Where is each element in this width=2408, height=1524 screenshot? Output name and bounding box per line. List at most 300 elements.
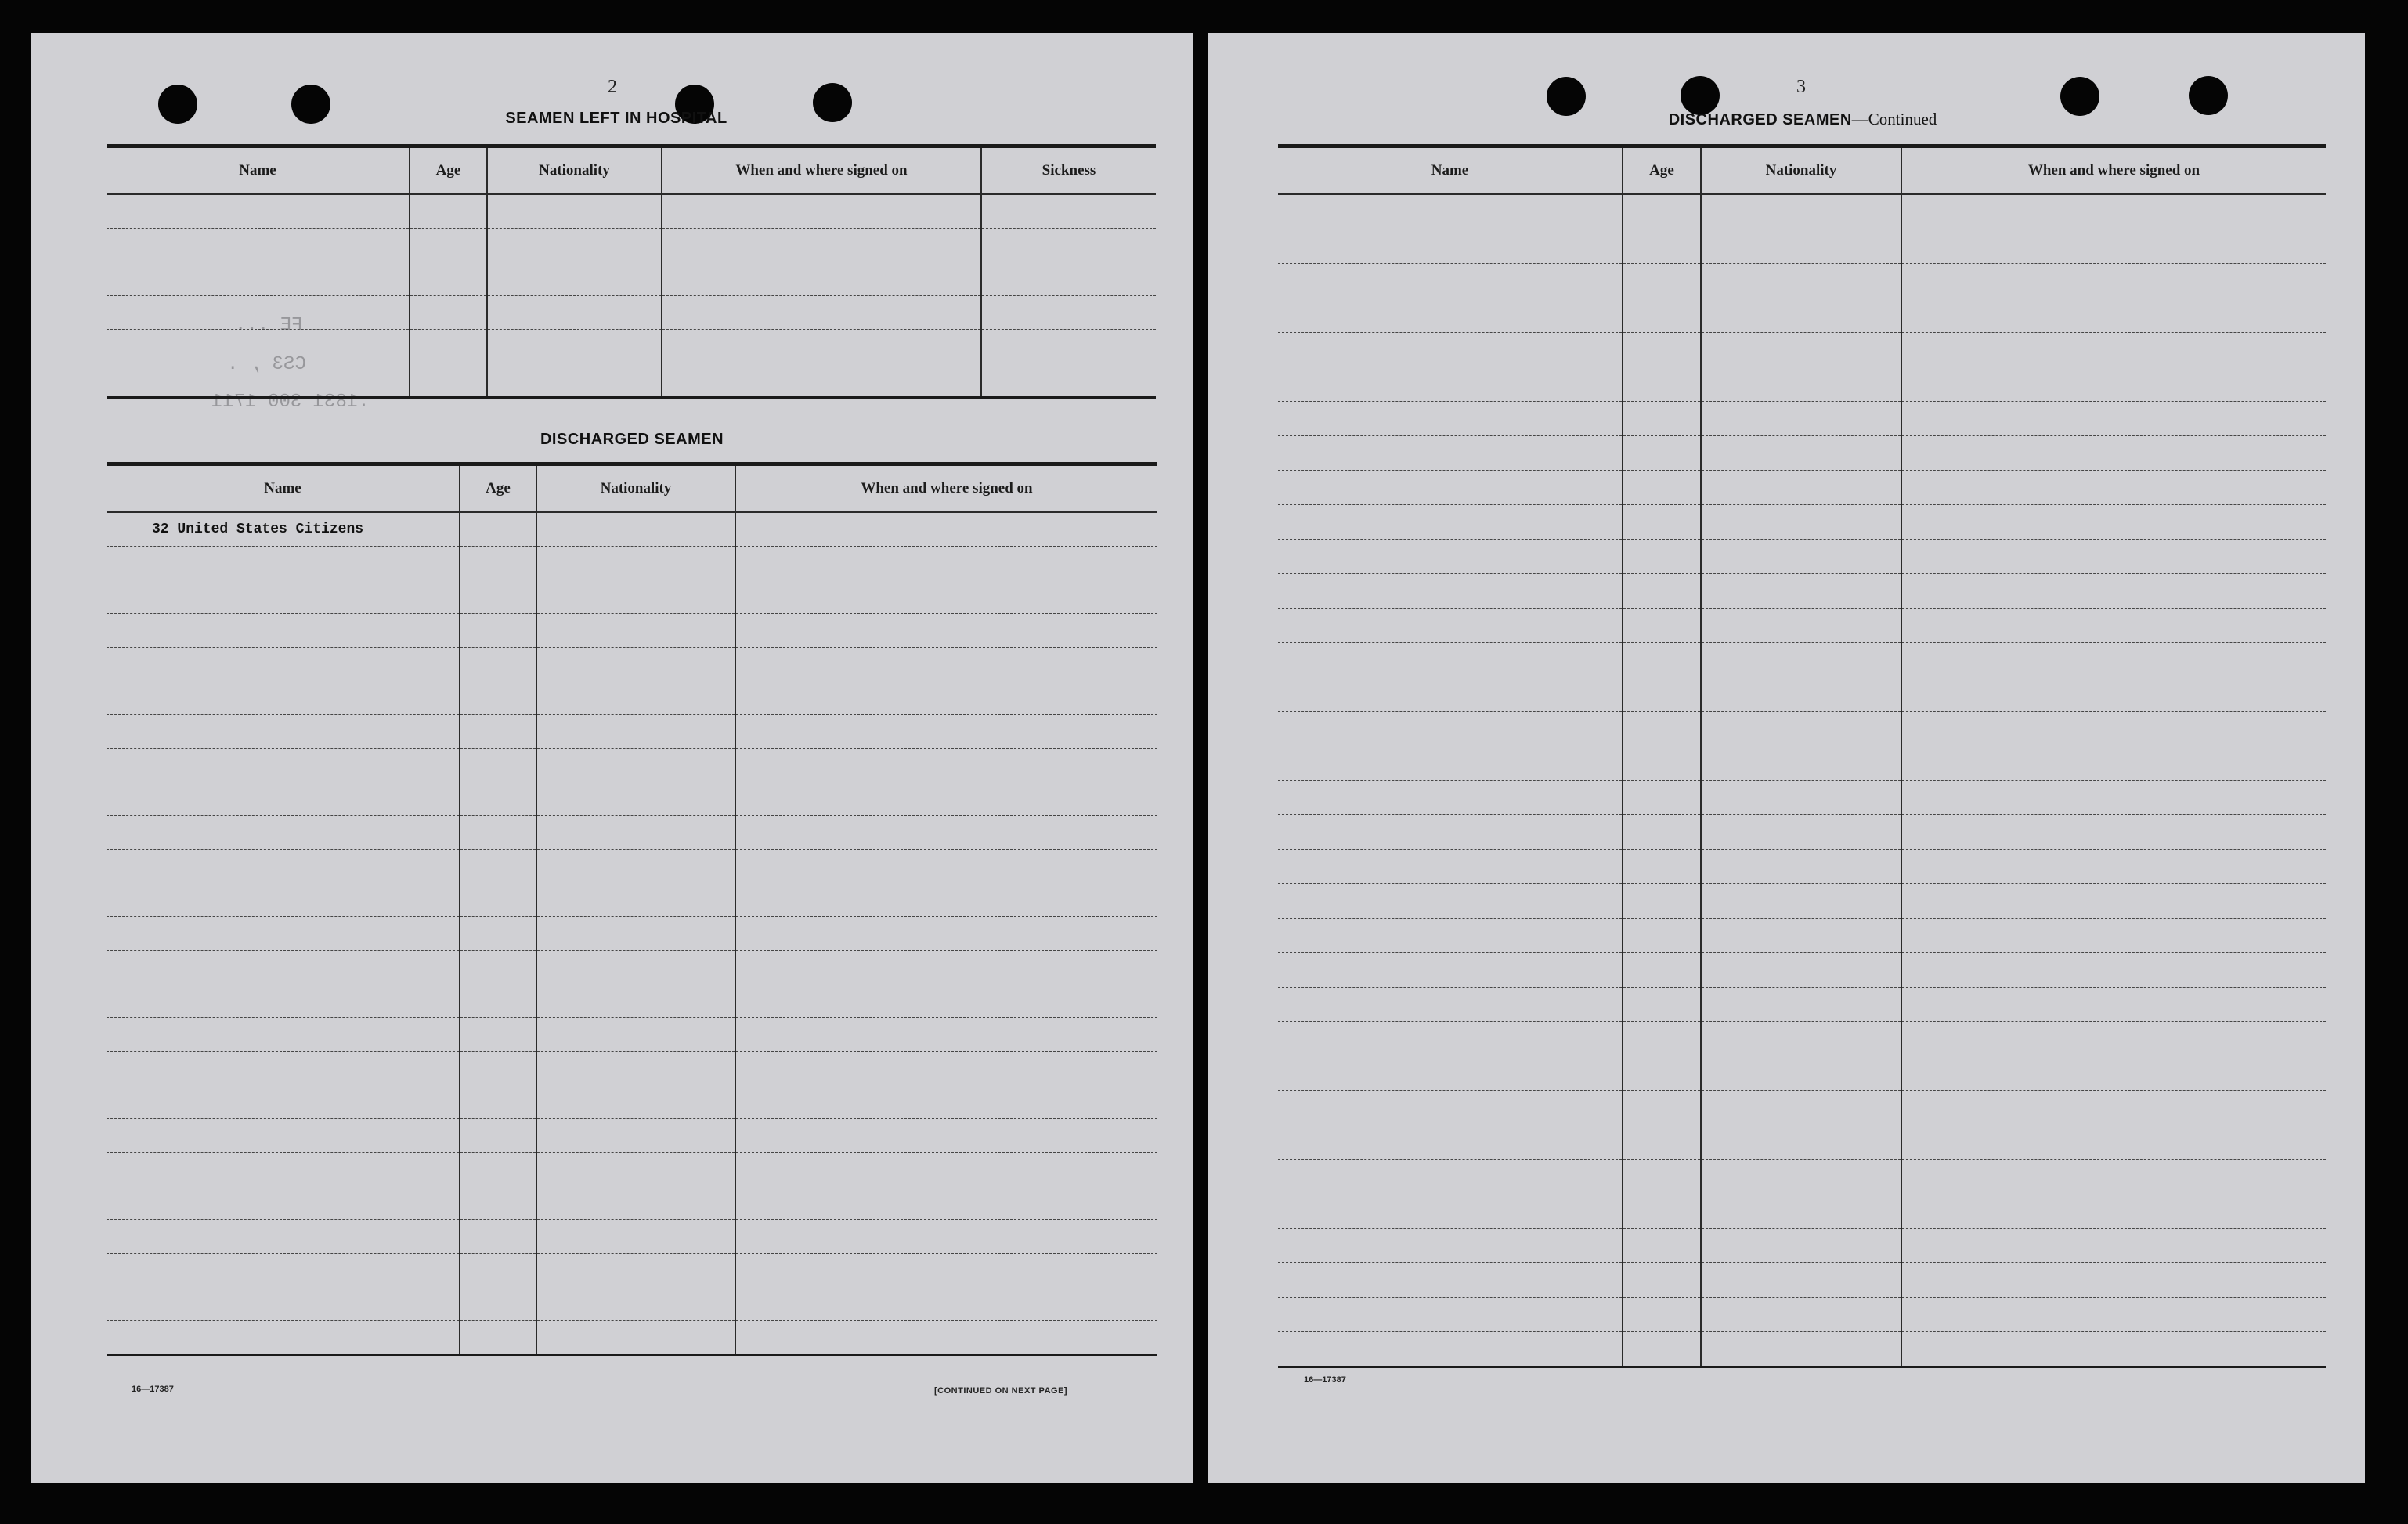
discharged-rows xyxy=(107,512,1157,1356)
table-cell xyxy=(536,951,735,984)
table-cell xyxy=(460,715,536,749)
table-cell xyxy=(1278,264,1623,298)
table-cell xyxy=(107,363,410,398)
table-cell xyxy=(460,547,536,580)
table-cell xyxy=(1623,919,1701,953)
table-cell xyxy=(1901,194,2326,229)
table-cell xyxy=(536,1018,735,1052)
table-cell xyxy=(735,681,1157,715)
table-row xyxy=(107,715,1157,749)
table-row xyxy=(107,1321,1157,1356)
table-cell xyxy=(107,984,460,1018)
table-cell xyxy=(662,229,981,262)
table-cell xyxy=(460,883,536,917)
table-cell xyxy=(1278,712,1623,746)
table-cell xyxy=(460,749,536,782)
table-cell xyxy=(1701,1022,1901,1056)
table-cell xyxy=(735,1085,1157,1119)
table-cell xyxy=(1278,505,1623,540)
table-row xyxy=(1278,988,2326,1022)
table-cell xyxy=(107,715,460,749)
table-cell xyxy=(1901,677,2326,712)
table-cell xyxy=(107,1018,460,1052)
continued-suffix: —Continued xyxy=(1851,110,1937,128)
table-row xyxy=(107,1153,1157,1186)
col-header-nationality: Nationality xyxy=(487,146,662,195)
table-cell xyxy=(1623,884,1701,919)
table-row xyxy=(1278,194,2326,229)
table-cell xyxy=(1278,643,1623,677)
table-cell xyxy=(1623,1160,1701,1194)
table-row xyxy=(107,681,1157,715)
table-cell xyxy=(662,194,981,229)
punch-hole xyxy=(158,85,197,124)
table-row xyxy=(1278,436,2326,471)
table-cell xyxy=(1623,471,1701,505)
table-cell xyxy=(107,614,460,648)
table-cell xyxy=(410,296,487,330)
table-cell xyxy=(536,1287,735,1321)
table-row xyxy=(107,229,1156,262)
table-row xyxy=(107,648,1157,681)
table-row xyxy=(1278,264,2326,298)
col-header-name: Name xyxy=(107,146,410,195)
table-row xyxy=(1278,746,2326,781)
table-cell xyxy=(536,1321,735,1356)
table-cell xyxy=(735,1220,1157,1254)
table-cell xyxy=(1278,677,1623,712)
table-cell xyxy=(1623,1091,1701,1125)
table-cell xyxy=(107,262,410,296)
table-cell xyxy=(1278,815,1623,850)
table-row xyxy=(107,883,1157,917)
table-cell xyxy=(487,194,662,229)
table-cell xyxy=(460,1254,536,1287)
table-cell xyxy=(536,1254,735,1287)
table-cell xyxy=(410,229,487,262)
table-row xyxy=(107,917,1157,951)
page-number: 2 xyxy=(608,77,617,97)
table-cell xyxy=(536,749,735,782)
table-cell xyxy=(1701,298,1901,333)
table-row xyxy=(1278,1194,2326,1229)
table-cell xyxy=(1901,988,2326,1022)
table-row xyxy=(107,330,1156,363)
table-cell xyxy=(487,363,662,398)
page-number: 3 xyxy=(1796,77,1806,97)
table-cell xyxy=(1901,402,2326,436)
table-row xyxy=(1278,1160,2326,1194)
table-cell xyxy=(107,1153,460,1186)
table-cell xyxy=(460,816,536,850)
table-cell xyxy=(735,512,1157,547)
table-cell xyxy=(1278,367,1623,402)
table-cell xyxy=(1278,540,1623,574)
table-cell xyxy=(735,1287,1157,1321)
table-cell xyxy=(662,330,981,363)
table-cell xyxy=(735,614,1157,648)
table-row xyxy=(107,194,1156,229)
table-cell xyxy=(536,984,735,1018)
table-cell xyxy=(1623,815,1701,850)
table-cell xyxy=(1701,1056,1901,1091)
table-cell xyxy=(1701,1160,1901,1194)
table-cell xyxy=(1278,298,1623,333)
table-cell xyxy=(1623,1229,1701,1263)
punch-hole xyxy=(813,83,852,122)
section-title-text: DISCHARGED SEAMEN xyxy=(1668,111,1852,128)
table-cell xyxy=(460,512,536,547)
col-header-signed-on: When and where signed on xyxy=(735,464,1157,513)
table-cell xyxy=(1901,815,2326,850)
table-cell xyxy=(107,951,460,984)
table-cell xyxy=(1701,540,1901,574)
table-cell xyxy=(107,296,410,330)
table-cell xyxy=(1278,1160,1623,1194)
table-cell xyxy=(1901,712,2326,746)
table-cell xyxy=(1701,919,1901,953)
table-row xyxy=(107,1287,1157,1321)
table-cell xyxy=(1901,1332,2326,1367)
table-cell xyxy=(460,681,536,715)
table-cell xyxy=(536,1119,735,1153)
table-cell xyxy=(1278,229,1623,264)
table-cell xyxy=(662,363,981,398)
table-cell xyxy=(1278,436,1623,471)
table-cell xyxy=(536,816,735,850)
table-cell xyxy=(460,614,536,648)
table-cell xyxy=(1623,194,1701,229)
table-cell xyxy=(735,547,1157,580)
table-row xyxy=(1278,815,2326,850)
col-header-signed-on: When and where signed on xyxy=(1901,146,2326,195)
table-cell xyxy=(1701,402,1901,436)
table-cell xyxy=(735,1052,1157,1085)
table-cell xyxy=(1901,1229,2326,1263)
table-row xyxy=(1278,1298,2326,1332)
table-cell xyxy=(460,782,536,816)
table-cell xyxy=(460,1186,536,1220)
table-cell xyxy=(735,749,1157,782)
table-cell xyxy=(1701,367,1901,402)
table-cell xyxy=(1901,436,2326,471)
table-cell xyxy=(1623,574,1701,609)
table-cell xyxy=(107,850,460,883)
table-cell xyxy=(460,984,536,1018)
continued-note: [CONTINUED ON NEXT PAGE] xyxy=(934,1386,1068,1396)
discharged-continued-title xyxy=(1669,110,1937,129)
table-cell xyxy=(536,547,735,580)
table-cell xyxy=(1623,1022,1701,1056)
col-header-nationality: Nationality xyxy=(1701,146,1901,195)
table-cell xyxy=(1901,746,2326,781)
table-cell xyxy=(735,648,1157,681)
table-cell xyxy=(1623,264,1701,298)
table-cell xyxy=(1623,677,1701,712)
table-row xyxy=(107,547,1157,580)
table-cell xyxy=(1278,1298,1623,1332)
table-row xyxy=(1278,1229,2326,1263)
table-cell xyxy=(487,296,662,330)
table-row xyxy=(1278,540,2326,574)
table-cell xyxy=(1701,712,1901,746)
table-cell xyxy=(735,782,1157,816)
table-cell xyxy=(1901,1056,2326,1091)
table-cell xyxy=(460,1321,536,1356)
table-cell xyxy=(1901,1022,2326,1056)
table-cell xyxy=(1278,1125,1623,1160)
table-cell xyxy=(1623,436,1701,471)
table-cell xyxy=(735,1018,1157,1052)
table-cell xyxy=(1901,540,2326,574)
table-cell xyxy=(735,850,1157,883)
table-row xyxy=(107,749,1157,782)
table-cell xyxy=(536,1052,735,1085)
table-cell xyxy=(460,1220,536,1254)
table-cell xyxy=(536,1186,735,1220)
bleed-through-mark: CS3 , . xyxy=(227,354,306,375)
table-cell xyxy=(1623,1263,1701,1298)
table-cell xyxy=(536,681,735,715)
table-cell xyxy=(1278,609,1623,643)
table-cell xyxy=(1623,781,1701,815)
table-cell xyxy=(536,883,735,917)
table-cell xyxy=(1701,677,1901,712)
table-cell xyxy=(536,917,735,951)
table-cell xyxy=(1623,1298,1701,1332)
table-cell xyxy=(410,194,487,229)
table-row xyxy=(1278,712,2326,746)
table-cell xyxy=(460,1085,536,1119)
table-cell xyxy=(1623,988,1701,1022)
table-cell xyxy=(1701,229,1901,264)
table-cell xyxy=(536,1153,735,1186)
table-row xyxy=(1278,781,2326,815)
table-cell xyxy=(536,580,735,614)
table-cell xyxy=(1278,402,1623,436)
table-row xyxy=(1278,402,2326,436)
table-cell xyxy=(981,262,1156,296)
table-cell xyxy=(1278,574,1623,609)
table-cell xyxy=(107,681,460,715)
table-cell xyxy=(1901,1194,2326,1229)
table-cell xyxy=(1901,471,2326,505)
table-cell xyxy=(460,850,536,883)
discharged-header-row xyxy=(107,464,1157,513)
table-cell xyxy=(1278,471,1623,505)
table-cell xyxy=(1701,1091,1901,1125)
table-cell xyxy=(1901,884,2326,919)
table-cell xyxy=(107,917,460,951)
table-cell xyxy=(1701,746,1901,781)
table-row xyxy=(1278,1125,2326,1160)
table-cell xyxy=(1701,1263,1901,1298)
table-cell xyxy=(1701,1194,1901,1229)
table-cell xyxy=(1701,953,1901,988)
table-cell xyxy=(1901,333,2326,367)
table-cell xyxy=(1901,229,2326,264)
table-cell xyxy=(735,984,1157,1018)
table-cell xyxy=(107,883,460,917)
table-cell xyxy=(536,1220,735,1254)
table-row xyxy=(107,1119,1157,1153)
table-cell xyxy=(460,580,536,614)
table-row xyxy=(1278,471,2326,505)
table-cell xyxy=(460,1119,536,1153)
table-cell xyxy=(981,363,1156,398)
table-row xyxy=(107,512,1157,547)
table-cell xyxy=(1623,505,1701,540)
table-cell xyxy=(1901,1091,2326,1125)
table-row xyxy=(107,296,1156,330)
table-row xyxy=(1278,505,2326,540)
table-cell xyxy=(410,330,487,363)
table-cell xyxy=(1901,643,2326,677)
table-row xyxy=(1278,298,2326,333)
table-cell xyxy=(662,296,981,330)
table-cell xyxy=(107,1052,460,1085)
table-cell xyxy=(536,648,735,681)
left-page xyxy=(31,33,1193,1483)
table-cell xyxy=(1623,333,1701,367)
table-cell xyxy=(1701,781,1901,815)
table-cell xyxy=(1623,402,1701,436)
table-row xyxy=(107,580,1157,614)
table-cell xyxy=(1701,1125,1901,1160)
table-cell xyxy=(460,951,536,984)
table-row xyxy=(1278,1091,2326,1125)
table-cell xyxy=(107,1321,460,1356)
table-cell xyxy=(1901,367,2326,402)
table-cell xyxy=(1623,1056,1701,1091)
discharged-continued-rows xyxy=(1278,194,2326,1367)
discharged-continued-table xyxy=(1278,144,2326,1368)
table-cell xyxy=(735,580,1157,614)
typed-entry-cell xyxy=(107,512,460,547)
table-cell xyxy=(1278,1229,1623,1263)
table-cell xyxy=(1901,919,2326,953)
col-header-nationality: Nationality xyxy=(536,464,735,513)
table-cell xyxy=(1278,1194,1623,1229)
table-cell xyxy=(536,850,735,883)
table-cell xyxy=(1701,333,1901,367)
table-cell xyxy=(1623,643,1701,677)
table-cell xyxy=(107,1254,460,1287)
punch-hole xyxy=(1547,77,1586,116)
table-cell xyxy=(735,1321,1157,1356)
table-cell xyxy=(487,262,662,296)
punch-hole xyxy=(2060,77,2099,116)
table-cell xyxy=(981,229,1156,262)
table-row xyxy=(1278,1332,2326,1367)
table-row xyxy=(1278,609,2326,643)
table-cell xyxy=(735,917,1157,951)
table-cell xyxy=(735,816,1157,850)
table-cell xyxy=(735,951,1157,984)
table-cell xyxy=(410,363,487,398)
table-row xyxy=(1278,953,2326,988)
bleed-through-mark: FE ... xyxy=(235,315,303,336)
table-cell xyxy=(981,330,1156,363)
table-cell xyxy=(107,580,460,614)
punch-hole xyxy=(2189,76,2228,115)
table-cell xyxy=(107,648,460,681)
table-row xyxy=(1278,333,2326,367)
table-cell xyxy=(1623,953,1701,988)
discharged-table xyxy=(107,462,1157,1356)
table-cell xyxy=(1701,1298,1901,1332)
table-cell xyxy=(107,1287,460,1321)
table-cell xyxy=(1623,298,1701,333)
table-cell xyxy=(460,917,536,951)
table-cell xyxy=(1278,781,1623,815)
col-header-name: Name xyxy=(1278,146,1623,195)
table-cell xyxy=(1701,505,1901,540)
table-row xyxy=(107,1186,1157,1220)
table-row xyxy=(1278,574,2326,609)
table-cell xyxy=(536,512,735,547)
table-row xyxy=(107,1085,1157,1119)
table-cell xyxy=(107,782,460,816)
table-row xyxy=(107,1220,1157,1254)
table-cell xyxy=(107,1119,460,1153)
table-row xyxy=(1278,884,2326,919)
table-cell xyxy=(460,1153,536,1186)
table-cell xyxy=(1623,609,1701,643)
table-cell xyxy=(1278,194,1623,229)
table-row xyxy=(1278,1263,2326,1298)
table-cell xyxy=(662,262,981,296)
table-row xyxy=(1278,1056,2326,1091)
col-header-age: Age xyxy=(410,146,487,195)
table-row xyxy=(107,614,1157,648)
table-cell xyxy=(460,648,536,681)
table-cell xyxy=(1901,1298,2326,1332)
table-cell xyxy=(1701,1332,1901,1367)
hospital-rows xyxy=(107,194,1156,398)
table-row xyxy=(1278,850,2326,884)
col-header-signed-on: When and where signed on xyxy=(662,146,981,195)
table-row xyxy=(107,1052,1157,1085)
table-cell xyxy=(460,1018,536,1052)
table-cell xyxy=(1278,1091,1623,1125)
table-cell xyxy=(107,547,460,580)
table-cell xyxy=(1623,712,1701,746)
table-row xyxy=(107,782,1157,816)
table-cell xyxy=(1623,540,1701,574)
punch-hole xyxy=(291,85,330,124)
table-cell xyxy=(107,1085,460,1119)
table-cell xyxy=(1701,471,1901,505)
form-number: 16—17387 xyxy=(132,1385,174,1394)
table-cell xyxy=(1901,505,2326,540)
table-cell xyxy=(1701,643,1901,677)
table-cell xyxy=(1623,229,1701,264)
col-header-age: Age xyxy=(460,464,536,513)
table-cell xyxy=(107,1220,460,1254)
table-cell xyxy=(1623,367,1701,402)
table-row xyxy=(1278,1022,2326,1056)
table-cell xyxy=(1278,1332,1623,1367)
table-cell xyxy=(1623,746,1701,781)
table-cell xyxy=(1901,781,2326,815)
table-row xyxy=(107,951,1157,984)
table-row xyxy=(107,1018,1157,1052)
hospital-section-title: SEAMEN LEFT IN HOSPITAL xyxy=(505,110,727,127)
table-cell xyxy=(1701,574,1901,609)
table-cell xyxy=(536,782,735,816)
table-cell xyxy=(1701,609,1901,643)
